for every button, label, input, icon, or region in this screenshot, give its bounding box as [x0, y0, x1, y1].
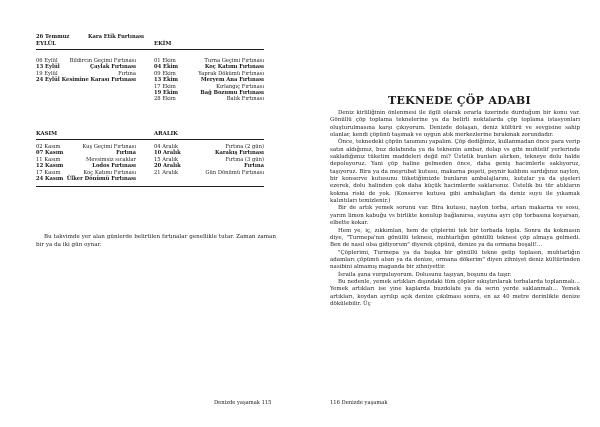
row-event: Meryem Ana Fırtınası [200, 77, 264, 84]
kasim-list [36, 144, 136, 182]
row-event: Gün Dönümü Fırtınası [205, 169, 264, 176]
row-date: 06 Eylül [36, 58, 58, 64]
row-event: Ülker Dönümü Fırtınası [66, 176, 136, 183]
row-date: 28 Ekim [154, 96, 176, 103]
article-paragraph: Deniz kirliliğinin önlenmesi ile ilgili olarak ısrarla üzerinde durduğum bir konu var. Gönüllü çöp toplama teknelerine ya da belirli noktalarda çöp toplama istasyonları oluşturulmasına karşı çıkıyorum. Denizde dolaşan, deniz kültürü ve sevgisine sahip olanlar, kendi çöpünü taşımak ve uygun atık merkezlerine bırakmak zorundadır. [330, 110, 580, 139]
row-date: 17 Ekim [154, 83, 176, 90]
right-page-footer: 116 Denizde yaşamak [330, 400, 388, 406]
row-event: Fırtına [244, 163, 264, 170]
eylul-row [36, 77, 136, 83]
row-event: Lodos Fırtınası [92, 163, 136, 170]
row-date: 13 Ekim [154, 77, 179, 84]
kasim-heading: KASIM [36, 131, 58, 137]
row-event: Bağ Bozumu Fırtınası [200, 90, 264, 97]
row-event: Kesimine Karası Fırtınası [61, 77, 136, 84]
article-paragraph: İsraila şuna vurguluyorum. Dolusunu taşıyan, boşunu da taşır. [338, 271, 512, 278]
row-date: 09 Ekim [154, 70, 176, 77]
row-event: Çaylak Fırtınası [89, 64, 136, 71]
heading-rule [36, 49, 264, 50]
row-date: 07 Kasım [36, 150, 64, 157]
row-event: Turna Geçimi Fırtınası [204, 58, 264, 64]
kasim-row [36, 176, 136, 182]
row-event: Fırtına (2 gün) [225, 144, 264, 150]
row-event: Bildircın Geçimi Fırtınası [69, 58, 136, 64]
row-date: 15 Aralık [154, 156, 179, 163]
row-date: 24 Kasım [36, 176, 64, 183]
top-header-row [36, 34, 156, 40]
row-date: 13 Eylül [36, 64, 60, 71]
aralik-heading: ARALIK [154, 131, 178, 137]
row-event: Fırtına (3 gün) [225, 156, 264, 163]
row-date: 24 Eylül [36, 77, 60, 84]
article-body [330, 110, 580, 308]
row-event: Fırtına [116, 150, 136, 157]
row-event: Kuş Geçimi Fırtınası [82, 144, 136, 150]
ekim-row [154, 96, 264, 102]
row-event: Koç Katımı Fırtınası [83, 169, 136, 176]
row-date: 21 Aralık [154, 169, 179, 176]
row-date: 10 Aralık [154, 150, 181, 157]
row-date: 02 Kasım [36, 144, 61, 150]
row-date: 11 Kasım [36, 156, 61, 163]
aralik-list [154, 144, 264, 176]
row-event: Mevsimsiz sıcaklar [86, 156, 136, 163]
article-paragraph: Hem ye, iç, zıkkımlan, hem de çöplerini tek bir torbada topla. Sonra da kokmasın diye, "Turmepa'nın gönüllü teknesi, muhtarlığın gönüllü teknesi çöp almaya gelmedi. Ben de nasıl olsa gidiyorum" diyerek çöpünü, denize ya da ormana boşalt!... [330, 227, 580, 249]
aralik-row [154, 170, 264, 176]
eylul-heading: EYLÜL [36, 41, 56, 47]
row-event: Koç Katımı Fırtınası [204, 64, 264, 71]
row-date: 12 Kasım [36, 163, 64, 170]
row-date: 01 Ekim [154, 58, 176, 64]
row-date: 19 Eylül [36, 70, 58, 77]
left-page-footer: Denizde yaşamak 115 [214, 400, 272, 406]
row-event: Kırlangıç Fırtınası [216, 83, 264, 90]
article-title: TEKNEDE ÇÖP ADABI [388, 94, 531, 107]
row-event: Fırtına [118, 70, 136, 77]
calendar-note: Bu takvimde yer alan günlerde belirtilen fırtınalar genellikle tutar. Zaman zaman bir ya da iki gün oynar. [36, 234, 276, 248]
row-date: 19 Ekim [154, 90, 179, 97]
article-paragraph: Önce, teknedeki çöpün tanımını yapalım. Çöp dediğimiz, kullanmadan önce para verip satın aldığımız, buz dolabında ya da teknenin ambar, dolap vs gibi muhtelif yerlerinde sakladığımız tüketim maddeleri değil mi? Üstelik bunları alırken, tekneye dolu halde depoluyoruz. Yani çöp haline gelmeden önce, daha geniş hacimlerle saklıyoruz, taşıyoruz. Bira ya da meşrubat kutusu, makarna poşeti, peynir kalıbını sardığınız naylon, bir konserve kutusunu tüketiğimizde bunların ambalajlarını, kutular ya da şişeleri ezerek, dolu halinden çok daha küçük hacimlerde saklarsınız. Üstelik bu tür atıkların kokma riski de yok. (Konserve kutusu gibi ambalajları da deniz suyu ile yıkamak kalıntıları temizlenir.) [330, 139, 580, 205]
top-header-date: 26 Temmuz [36, 34, 70, 40]
row-date: 17 Kasım [36, 169, 61, 176]
article-paragraph: Bir de artık yemek sorunu var. Bira kutusu, naylon torba, artan makarna ve sosu, yarım limon kabuğu vs birlikte konulup bağlanırsa, suyuna ayrı çöp torbasına koyarsan, elbette kokar. [330, 205, 580, 227]
article-paragraph: "Çöplerimi, Turmepa ya da başka bir gönüllü tekne gelip toplasın, muhtarlığın adamları çöpümü alsın ya da denize, ormana dökerim" diyen zihniyet deniz kültüründen nasibini almamış maganda bir zihniyettir. [330, 249, 580, 271]
ekim-list [154, 58, 264, 103]
article-paragraph: Bu nedenle, yemek artıkları dışındaki tüm çöpler sıkıştırılarak torbalarda toplanmalı… Yemek artıkları ise yine kaplarda buzdolabı ya da serin yerde saklanmalı… Yemek artıkları, koydan ayrılıp açık denize çıkılması sonra, en az 40 metre derinlikte denize dökülebilir. Üç [330, 278, 580, 307]
row-event: Yaprak Dökümü Fırtınası [198, 70, 264, 77]
eylul-list [36, 58, 136, 84]
heading-rule-2 [36, 139, 264, 140]
row-date: 20 Aralık [154, 163, 181, 170]
row-event: Karakış Fırtınası [214, 150, 264, 157]
top-header-title: Kara Etik Furtınası [88, 34, 144, 40]
table-bottom-rule [36, 186, 264, 187]
row-date: 04 Ekim [154, 64, 179, 71]
row-date: 04 Aralık [154, 144, 179, 150]
row-event: Balık Fırtınası [226, 96, 264, 103]
ekim-heading: EKİM [154, 41, 172, 47]
